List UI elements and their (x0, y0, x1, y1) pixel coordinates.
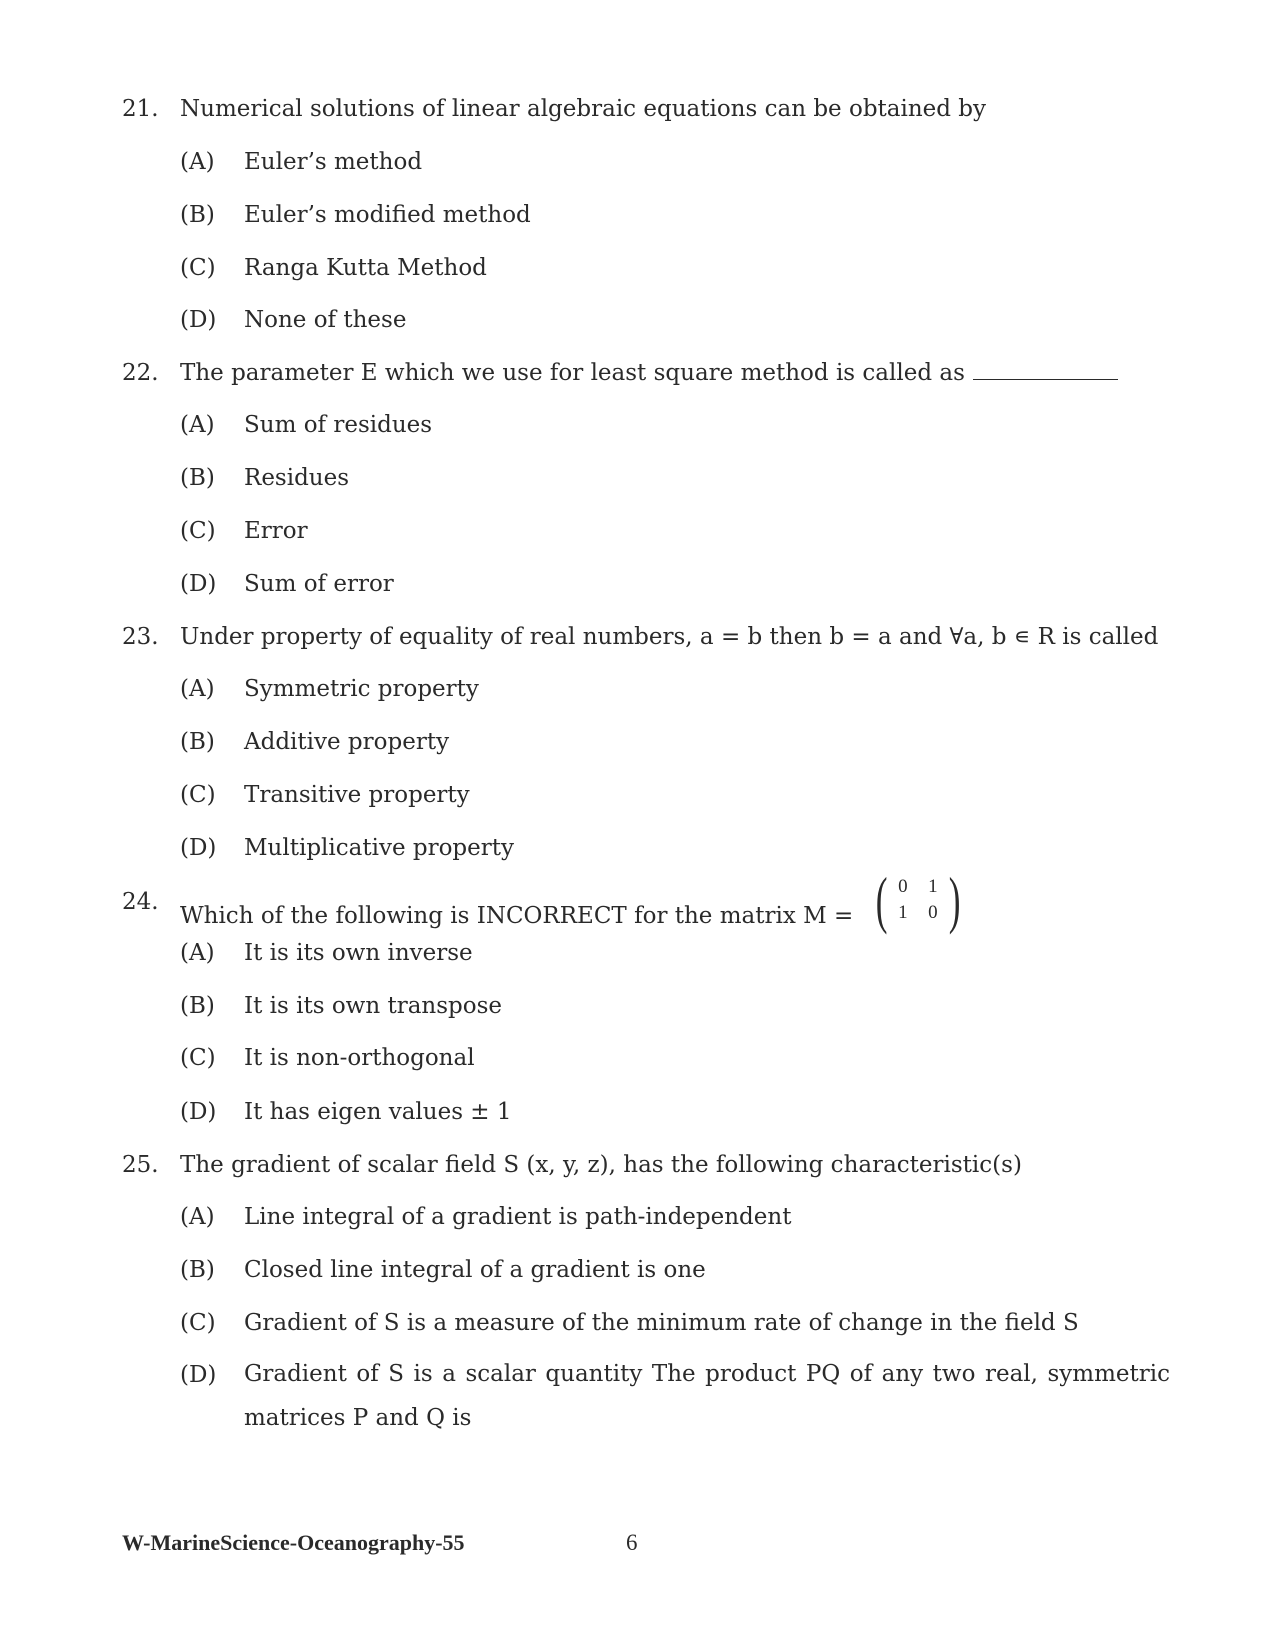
option-label: (B) (180, 993, 215, 1019)
question-23 (122, 624, 1172, 650)
option-24d (180, 1099, 1170, 1125)
option-label: (C) (180, 518, 216, 544)
option-text: Closed line integral of a gradient is one (244, 1257, 706, 1283)
matrix-cell: 1 (928, 876, 938, 897)
question-text: Under property of equality of real numbers, a = b then b = a and ∀a, b ∊ R is called (180, 624, 1159, 650)
question-text: The parameter E which we use for least square method is called as (180, 360, 965, 386)
question-number: 21. (122, 96, 159, 122)
option-label: (A) (180, 1204, 215, 1230)
option-21b (180, 202, 1170, 228)
option-22d (180, 571, 1170, 597)
question-text: The gradient of scalar field S (x, y, z), has the following characteristic(s) (180, 1152, 1022, 1178)
option-24a (180, 940, 1170, 966)
option-21c (180, 255, 1170, 281)
option-22a (180, 412, 1170, 438)
answer-blank-line (973, 361, 1118, 380)
question-number: 24. (122, 889, 159, 915)
option-text: Error (244, 518, 308, 544)
option-label: (B) (180, 1257, 215, 1283)
option-24c (180, 1045, 1170, 1071)
question-text: Which of the following is INCORRECT for the matrix M = (180, 903, 854, 929)
question-24 (122, 864, 1172, 940)
option-text: It is its own transpose (244, 993, 503, 1019)
footer-paper-code: W-MarineScience-Oceanography-55 (122, 1530, 465, 1555)
option-25b (180, 1257, 1170, 1283)
option-label: (D) (180, 835, 217, 861)
left-paren: ( (875, 864, 888, 935)
option-label: (C) (180, 255, 216, 281)
option-25d (180, 1362, 1170, 1440)
option-label: (C) (180, 782, 216, 808)
question-21 (122, 96, 1172, 122)
option-text: It is its own inverse (244, 940, 473, 966)
option-text: Sum of residues (244, 412, 433, 438)
option-text: None of these (244, 307, 407, 333)
matrix-cell: 0 (928, 902, 938, 923)
option-label: (D) (180, 571, 217, 597)
question-22 (122, 360, 1172, 386)
option-text: Additive property (244, 729, 450, 755)
option-label: (D) (180, 1362, 217, 1388)
option-label: (C) (180, 1045, 216, 1071)
option-label: (C) (180, 1310, 216, 1336)
option-label: (A) (180, 412, 215, 438)
option-21a (180, 149, 1170, 175)
option-23a (180, 676, 1170, 702)
question-number: 22. (122, 360, 159, 386)
option-label: (D) (180, 1099, 217, 1125)
option-label: (B) (180, 465, 215, 491)
right-paren: ) (948, 864, 961, 935)
page-number: 6 (626, 1530, 638, 1555)
option-text: Euler’s method (244, 149, 423, 175)
option-text: Line integral of a gradient is path-independent (244, 1204, 792, 1230)
option-text: Gradient of S is a scalar quantity The product PQ of any two real, symmetric matrices P and Q is (244, 1361, 1170, 1431)
option-label: (B) (180, 729, 215, 755)
question-number: 23. (122, 624, 159, 650)
option-25a (180, 1204, 1170, 1230)
option-text: Multiplicative property (244, 835, 514, 861)
option-23c (180, 782, 1170, 808)
option-text: Sum of error (244, 571, 394, 597)
matrix-cell: 1 (898, 902, 908, 923)
option-text: Euler’s modified method (244, 202, 531, 228)
question-number: 25. (122, 1152, 159, 1178)
option-text: Symmetric property (244, 676, 479, 702)
option-label: (A) (180, 676, 215, 702)
option-label: (A) (180, 940, 215, 966)
matrix-cell: 0 (898, 876, 908, 897)
option-22c (180, 518, 1170, 544)
option-text: It is non-orthogonal (244, 1045, 475, 1071)
option-label: (D) (180, 307, 217, 333)
option-text: Ranga Kutta Method (244, 255, 487, 281)
option-24b (180, 993, 1170, 1019)
option-text: It has eigen values ± 1 (244, 1099, 512, 1125)
question-25 (122, 1152, 1172, 1178)
option-25c (180, 1310, 1170, 1336)
option-23b (180, 729, 1170, 755)
option-text: Residues (244, 465, 350, 491)
matrix-m (871, 864, 966, 935)
option-label: (B) (180, 202, 215, 228)
question-text: Numerical solutions of linear algebraic equations can be obtained by (180, 96, 987, 122)
option-22b (180, 465, 1170, 491)
option-text: Transitive property (244, 782, 470, 808)
option-label: (A) (180, 149, 215, 175)
option-21d (180, 307, 1170, 333)
option-23d (180, 835, 1170, 861)
option-text: Gradient of S is a measure of the minimum rate of change in the field S (244, 1310, 1079, 1336)
